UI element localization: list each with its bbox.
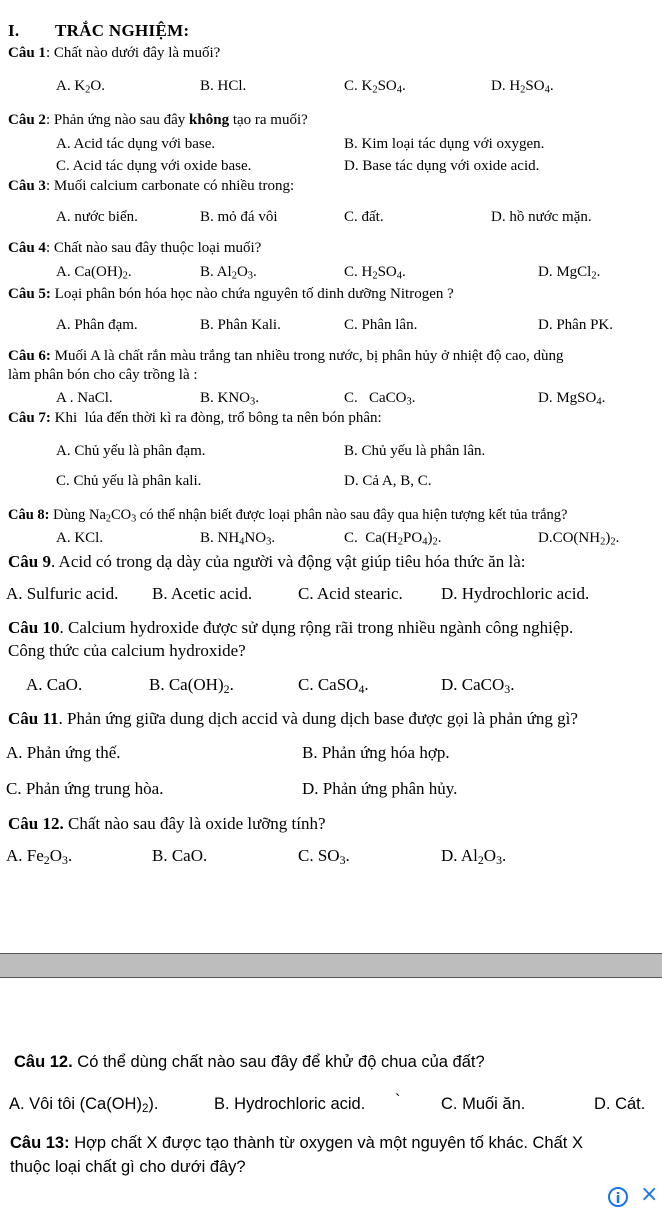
q9-option-b[interactable]: B. Acetic acid. (152, 584, 253, 603)
question-7: Câu 7: Khi lúa đến thời kì ra đòng, trổ bông ta nên bón phân: (8, 410, 382, 426)
q9-option-a[interactable]: A. Sulfuric acid. (6, 584, 119, 603)
q6-option-d[interactable]: D. MgSO$_4$. (538, 390, 606, 408)
q1-option-b[interactable]: B. HCl. (200, 78, 247, 94)
question-12-second: Câu 12. Có thể dùng chất nào sau đây để khử độ chua của đất? (14, 1053, 485, 1071)
q10-option-c[interactable]: C. CaSO$_4$. (298, 675, 369, 696)
q12-option-d[interactable]: D. $Al_2O_3$. (441, 846, 507, 867)
section-title: I. TRẮC NGHIỆM: (8, 21, 190, 40)
q4-option-b[interactable]: B. $Al_2O_3$. (200, 264, 257, 282)
q12b-option-a[interactable]: A. Vôi tôi $(Ca(OH)_2)$. (9, 1095, 159, 1115)
q12-option-a[interactable]: A. $Fe_2O_3$. (6, 846, 73, 867)
question-13-line-2: thuộc loại chất gì cho dưới đây? (10, 1158, 246, 1176)
q1-option-d[interactable]: D. $H_2SO_4$. (491, 78, 554, 96)
q6-option-b[interactable]: B. $KNO_3$. (200, 390, 260, 408)
q7-option-d[interactable]: D. Cả A, B, C. (344, 473, 432, 489)
q7-option-c[interactable]: C. Chủ yếu là phân kali. (56, 473, 202, 489)
q6-option-c[interactable]: C. CaCO$_3$. (344, 390, 416, 408)
q3-option-b[interactable]: B. mỏ đá vôi (200, 209, 278, 225)
q5-option-b[interactable]: B. Phân Kali. (200, 317, 281, 333)
q5-option-a[interactable]: A. Phân đạm. (56, 317, 138, 333)
q11-option-c[interactable]: C. Phản ứng trung hòa. (6, 779, 164, 798)
q1-option-c[interactable]: C. $K_2SO_4$. (344, 78, 406, 96)
stray-mark: ` (395, 1092, 401, 1110)
question-13: Câu 13: Hợp chất X được tạo thành từ oxygen và một nguyên tố khác. Chất X (10, 1134, 583, 1152)
q5-option-d[interactable]: D. Phân PK. (538, 317, 614, 333)
q12b-option-b[interactable]: B. Hydrochloric acid. (214, 1095, 366, 1113)
q12-option-c[interactable]: C. $SO_3$. (298, 846, 350, 867)
page-divider-band (0, 953, 662, 978)
q4-option-d[interactable]: D. MgCl$_2$. (538, 264, 601, 282)
q2-option-c[interactable]: C. Acid tác dụng với oxide base. (56, 158, 252, 174)
q12b-option-c[interactable]: C. Muối ăn. (441, 1095, 526, 1113)
question-9: Câu 9. Acid có trong dạ dày của người và động vật giúp tiêu hóa thức ăn là: (8, 552, 526, 571)
question-8: Câu 8: Dùng $Na_2CO_3$ có thể nhận biết được loại phân nào sau đây qua hiện tượng kết tủa trắng? (8, 507, 568, 525)
q3-option-d[interactable]: D. hồ nước mặn. (491, 209, 592, 225)
q2-option-b[interactable]: B. Kim loại tác dụng với oxygen. (344, 136, 545, 152)
q8-option-b[interactable]: B. $NH_4NO_3$. (200, 530, 276, 548)
q8-option-a[interactable]: A. KCl. (56, 530, 104, 546)
question-3: Câu 3: Muối calcium carbonate có nhiều trong: (8, 178, 295, 194)
q2-option-a[interactable]: A. Acid tác dụng với base. (56, 136, 216, 152)
q1-option-a[interactable]: A. $K_2O$. (56, 78, 106, 96)
close-icon[interactable]: × (640, 1182, 659, 1207)
q10-option-d[interactable]: D. CaCO$_3$. (441, 675, 515, 696)
q8-option-d[interactable]: $D.CO(NH_2)_2$. (538, 530, 620, 548)
info-icon[interactable]: i (608, 1187, 628, 1207)
q7-option-b[interactable]: B. Chủ yếu là phân lân. (344, 443, 486, 459)
q10-option-a[interactable]: A. CaO. (26, 675, 83, 694)
q4-option-c[interactable]: C. $H_2SO_4$. (344, 264, 406, 282)
q11-option-a[interactable]: A. Phản ứng thế. (6, 743, 121, 762)
question-12: Câu 12. Chất nào sau đây là oxide lưỡng tính? (8, 814, 326, 833)
q11-option-b[interactable]: B. Phản ứng hóa hợp. (302, 743, 450, 762)
q3-option-c[interactable]: C. đất. (344, 209, 384, 225)
question-11: Câu 11. Phản ứng giữa dung dịch accid và dung dịch base được gọi là phản ứng gì? (8, 709, 578, 728)
question-2: Câu 2: Phản ứng nào sau đây không tạo ra muối? (8, 112, 308, 128)
q3-option-a[interactable]: A. nước biển. (56, 209, 138, 225)
q12b-option-d[interactable]: D. Cát. (594, 1095, 646, 1113)
q9-option-d[interactable]: D. Hydrochloric acid. (441, 584, 590, 603)
q9-option-c[interactable]: C. Acid stearic. (298, 584, 403, 603)
q5-option-c[interactable]: C. Phân lân. (344, 317, 418, 333)
question-1: Câu 1: Chất nào dưới đây là muối? (8, 45, 221, 61)
question-6-line-2: làm phân bón cho cây trồng là : (8, 367, 198, 383)
question-5: Câu 5: Loại phân bón hóa học nào chứa nguyên tố dinh dưỡng Nitrogen ? (8, 286, 454, 302)
q11-option-d[interactable]: D. Phản ứng phân hủy. (302, 779, 458, 798)
question-10: Câu 10. Calcium hydroxide được sử dụng rộng rãi trong nhiều ngành công nghiệp. (8, 618, 574, 637)
q12-option-b[interactable]: B. CaO. (152, 846, 208, 865)
q10-option-b[interactable]: B. $Ca(OH)_2$. (149, 675, 234, 696)
q4-option-a[interactable]: A. $Ca(OH)_2$. (56, 264, 132, 282)
question-6: Câu 6: Muối A là chất rắn màu trắng tan nhiều trong nước, bị phân hủy ở nhiệt độ cao, dùng (8, 348, 564, 364)
q6-option-a[interactable]: A . NaCl. (56, 390, 113, 406)
q8-option-c[interactable]: C. $Ca(H_2PO_4)_2$. (344, 530, 442, 548)
q2-option-d[interactable]: D. Base tác dụng với oxide acid. (344, 158, 540, 174)
question-10-line-2: Công thức của calcium hydroxide? (8, 641, 246, 660)
q7-option-a[interactable]: A. Chủ yếu là phân đạm. (56, 443, 206, 459)
question-4: Câu 4: Chất nào sau đây thuộc loại muối? (8, 240, 262, 256)
